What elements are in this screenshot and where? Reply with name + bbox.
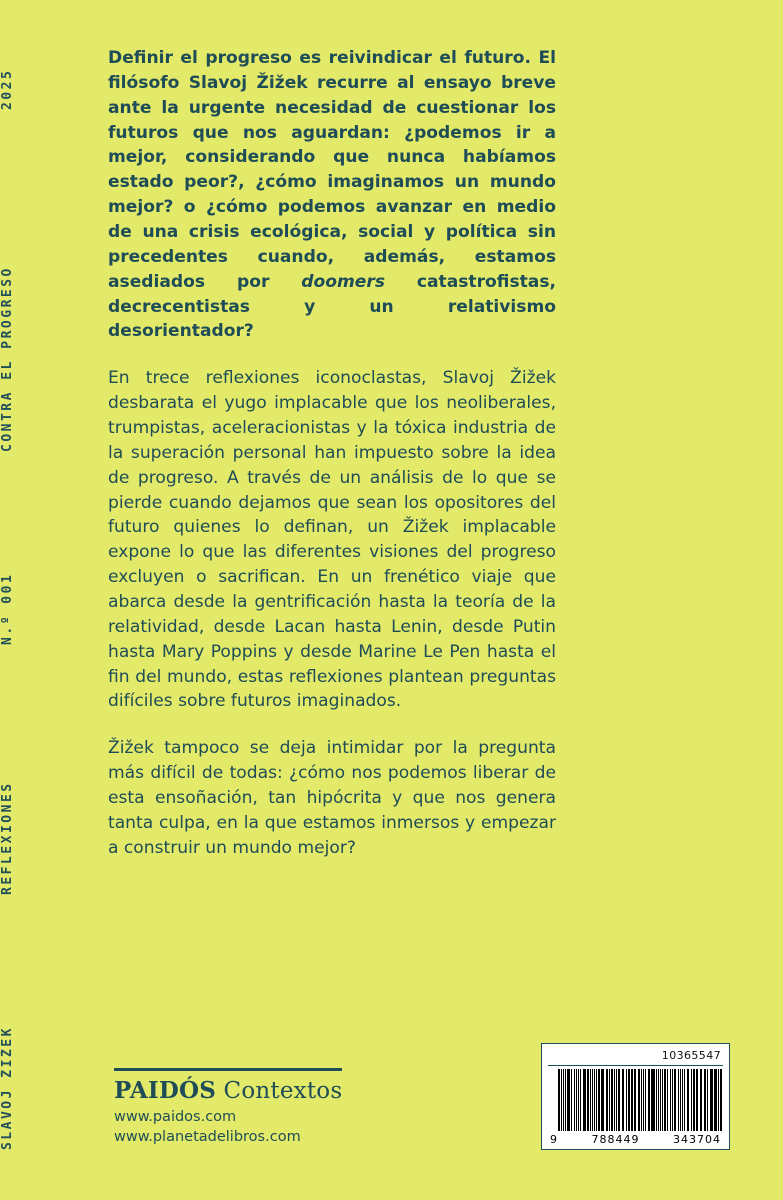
spine-collection-kind: REFLEXIONES [0,781,15,895]
spine-year: 2025 [0,68,15,110]
blurb-paragraph-1-text-b: catastrofistas, decrecentistas y un relativismo desorientador? [108,271,556,342]
blurb-paragraph-1-italic-term: doomers [301,271,385,292]
internal-code-number: 10365547 [548,1048,723,1066]
barcode-block [541,1043,730,1150]
imprint-logo-text [114,1078,444,1104]
spine-author-name: SLAVOJ ŽIŽEK [0,1026,15,1150]
spine-series-name: CONTRA EL PROGRESO [0,266,15,452]
ean-check-left: 9 [550,1133,558,1146]
blurb-paragraph-2: En trece reflexiones iconoclastas, Slavoj Žižek desbarata el yugo implacable que los neoliberales, trumpistas, aceleracionistas y la tóxica industria de la superación personal han impuesto sobre la idea de progreso. A través de un análisis de lo que se pierde cuando dejamos que sean los opositores del futuro quienes lo definan, un Žižek implacable expone lo que las diferentes visiones del progreso excluyen o sacrifican. En un frenético viaje que abarca desde la gentrificación hasta la teoría de la relatividad, desde Lacan hasta Lenin, desde Putin hasta Mary Poppins y desde Marine Le Pen hasta el fin del mundo, estas reflexiones plantean preguntas difíciles sobre futuros imaginados. [108,368,556,712]
back-cover-blurb [108,46,556,861]
ean-group-2: 343704 [673,1133,721,1146]
collection-name: Contextos [216,1078,343,1104]
publisher-website-2[interactable]: www.planetadelibros.com [114,1129,301,1145]
publisher-imprint [114,1068,444,1148]
blurb-paragraph-1-text-a: Definir el progreso es reivindicar el futuro. El filósofo Slavoj Žižek recurre al ensayo breve ante la urgente necesidad de cuestionar los futuros que nos aguardan: ¿podemos ir a mejor, considerando que nunca habíamos estado peor?, ¿cómo imaginamos un mundo mejor? o ¿cómo podemos avanzar en medio de una crisis ecológica, social y política sin precedentes cuando, además, estamos asediados por [108,48,556,292]
imprint-divider [114,1068,342,1071]
spine-issue-number: N.º 001 [0,572,15,645]
spine-column [0,0,108,1200]
ean-digits [548,1131,723,1146]
blurb-paragraph-1 [108,46,556,344]
ean-group-1: 788449 [591,1133,640,1146]
publisher-website-1[interactable]: www.paidos.com [114,1109,237,1126]
blurb-paragraph-3: Žižek tampoco se deja intimidar por la pregunta más difícil de todas: ¿cómo nos podemos liberar de esta ensoñación, tan hipócrita y que nos genera tanta culpa, en la que estamos inmersos y empezar a construir un mundo mejor? [108,738,556,858]
publisher-name: PAIDÓS [114,1077,217,1104]
barcode-bars [548,1069,723,1131]
